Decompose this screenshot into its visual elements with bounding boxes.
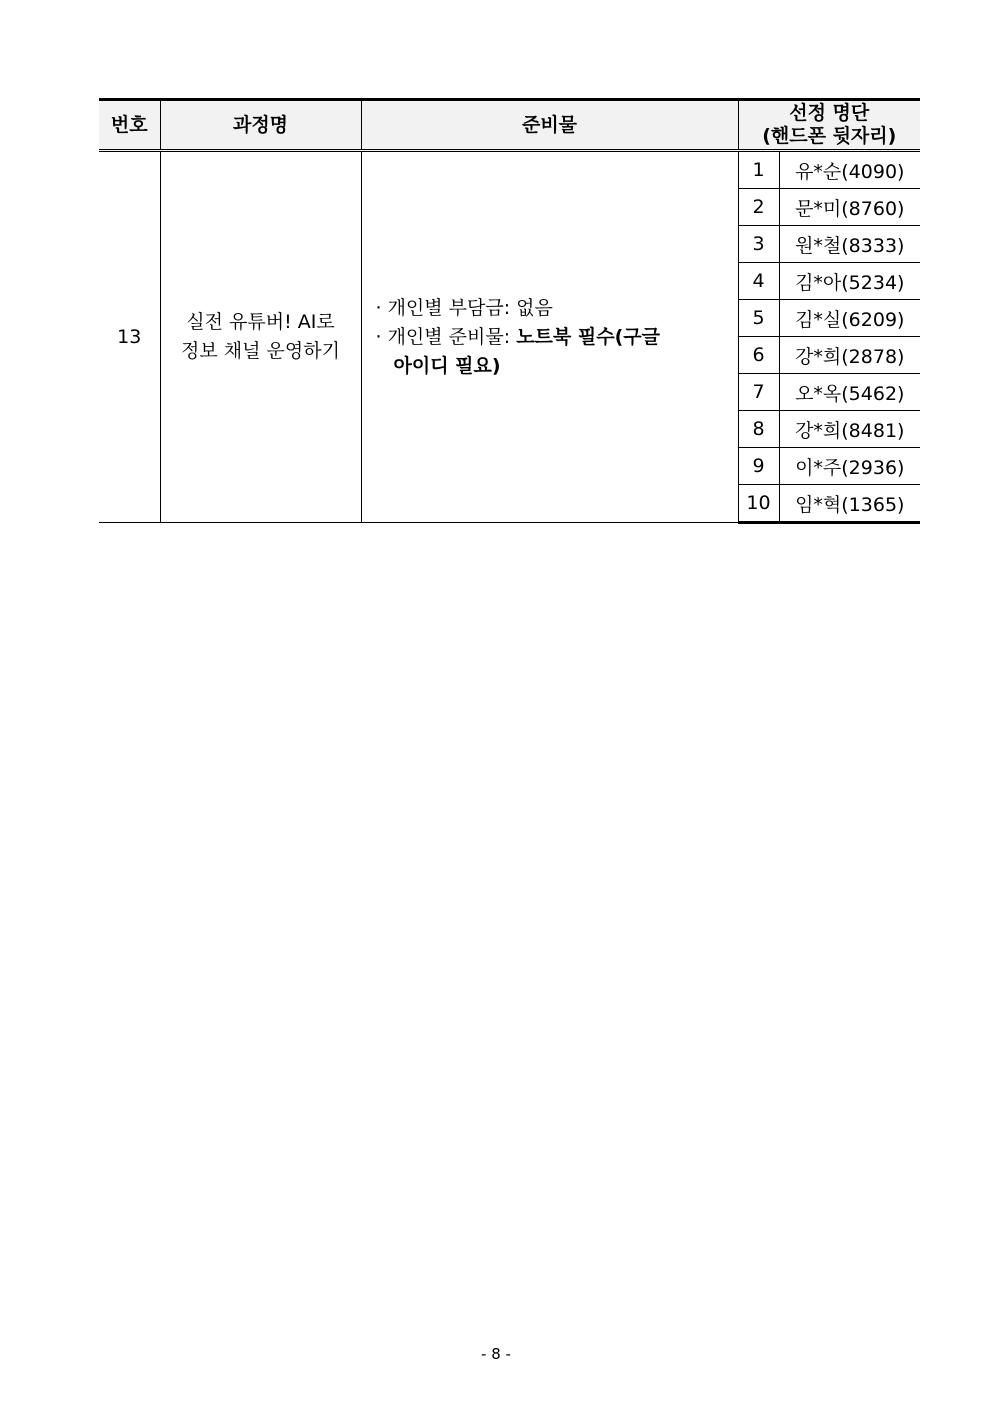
selected-index: 5 xyxy=(738,300,779,337)
selected-index: 1 xyxy=(738,151,779,189)
selected-name: 강*희(8481) xyxy=(779,411,920,448)
prep-items-required-cont: 아이디 필요) xyxy=(393,354,501,377)
page-number: - 8 - xyxy=(481,1345,511,1363)
selected-name: 이*주(2936) xyxy=(779,448,920,485)
selected-index: 3 xyxy=(738,226,779,263)
selected-index: 6 xyxy=(738,337,779,374)
selected-name: 임*혁(1365) xyxy=(779,485,920,523)
prep-cost: · 개인별 부담금: 없음 xyxy=(375,296,553,319)
selected-index: 2 xyxy=(738,189,779,226)
prep-items xyxy=(376,323,718,352)
selected-name: 김*실(6209) xyxy=(779,300,920,337)
selected-name: 강*희(2878) xyxy=(779,337,920,374)
course-number: 13 xyxy=(99,151,160,523)
header-course: 과정명 xyxy=(160,100,361,151)
header-selection-line1: 선정 명단 xyxy=(789,102,870,124)
prep-items-label: · 개인별 준비물: xyxy=(375,325,517,348)
course-title xyxy=(160,151,361,523)
selected-index: 4 xyxy=(738,263,779,300)
selected-index: 10 xyxy=(738,485,779,523)
selected-name: 오*옥(5462) xyxy=(779,374,920,411)
header-selection xyxy=(738,100,920,151)
selected-index: 8 xyxy=(738,411,779,448)
course-title-line2: 정보 채널 운영하기 xyxy=(181,340,340,362)
course-title-line1: 실전 유튜버! AI로 xyxy=(186,311,335,333)
selected-name: 원*철(8333) xyxy=(779,226,920,263)
header-row xyxy=(99,100,920,151)
prep-items-required: 노트북 필수(구글 xyxy=(516,325,660,348)
prep-cell xyxy=(361,151,738,523)
selected-name: 문*미(8760) xyxy=(779,189,920,226)
selected-name: 김*아(5234) xyxy=(779,263,920,300)
selected-name: 유*순(4090) xyxy=(779,151,920,189)
selection-table xyxy=(99,98,920,524)
header-prep: 준비물 xyxy=(361,100,738,151)
selected-index: 7 xyxy=(738,374,779,411)
header-selection-line2: (핸드폰 뒷자리) xyxy=(762,125,897,147)
header-number: 번호 xyxy=(99,100,160,151)
table-row xyxy=(99,151,920,189)
selected-index: 9 xyxy=(738,448,779,485)
